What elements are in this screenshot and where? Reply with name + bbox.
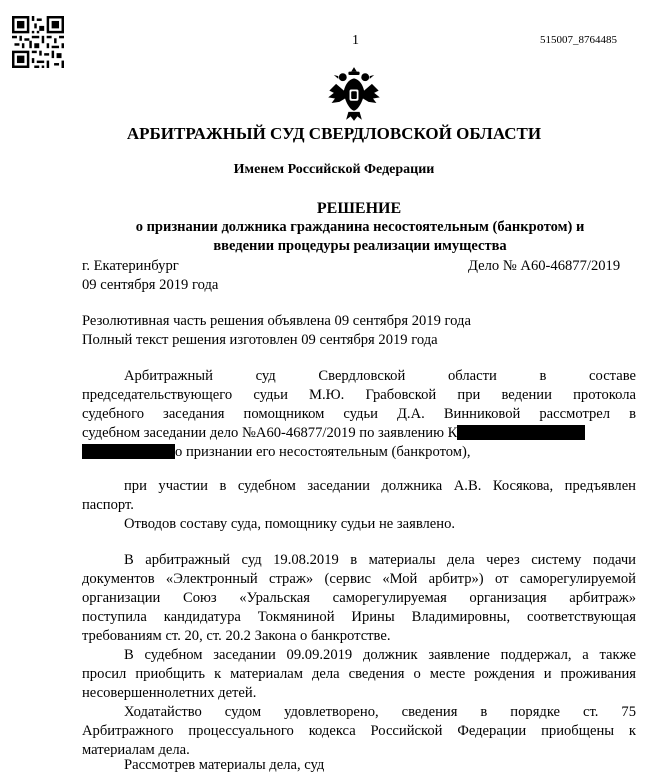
- case-number: Дело № А60-46877/2019: [468, 258, 621, 274]
- p3-line-1: Отводов составу суда, помощнику судьи не заявлено.: [124, 516, 456, 532]
- operative-part-announced: Резолютивная часть решения объявлена 09 сентября 2019 года: [82, 313, 471, 329]
- decision-subtitle-line-2: введении процедуры реализации имущества: [213, 238, 507, 254]
- redaction-bar: [457, 425, 585, 440]
- p4-line-5: требованиям ст. 20, ст. 20.2 Закона о банкротстве.: [82, 628, 391, 644]
- p2-line-1: при участии в судебном заседании должника А.В. Косякова, предъявлен: [124, 478, 636, 494]
- p1-line-4-text: судебном заседании дело №А60-46877/2019 по заявлению К: [82, 425, 458, 441]
- p4-line-1: В арбитражный суд 19.08.2019 в материалы дела через систему подачи: [124, 552, 636, 568]
- court-name: АРБИТРАЖНЫЙ СУД СВЕРДЛОВСКОЙ ОБЛАСТИ: [126, 124, 542, 143]
- decision-subtitle-line-1: о признании должника гражданина несостоятельным (банкротом) и: [135, 219, 585, 235]
- p5-line-3: несовершеннолетних детей.: [82, 685, 257, 701]
- p1-line-5: [82, 443, 471, 462]
- p7-line-1: Рассмотрев материалы дела, суд: [124, 757, 325, 773]
- qr-code: [12, 16, 64, 68]
- decision-date: 09 сентября 2019 года: [82, 277, 219, 293]
- p6-line-3: материалам дела.: [82, 742, 190, 758]
- decision-subtitle: [90, 218, 630, 256]
- decision-title: РЕШЕНИЕ: [316, 200, 402, 217]
- p1-line-1: Арбитражный суд Свердловской области в составе: [124, 368, 636, 384]
- p4-line-3: организации Союз «Уральская саморегулируемая организация арбитраж»: [82, 590, 636, 606]
- coat-of-arms-icon: [326, 66, 382, 122]
- p6-line-2: Арбитражного процессуального кодекса Российской Федерации приобщены к: [82, 723, 636, 739]
- p4-line-2: документов «Электронный страж» (сервис «Мой арбитр») от саморегулируемой: [82, 571, 636, 587]
- p5-line-1: В судебном заседании 09.09.2019 должник заявление поддержал, а также: [124, 647, 636, 663]
- full-text-made: Полный текст решения изготовлен 09 сентября 2019 года: [82, 332, 438, 348]
- p5-line-2: просил приобщить к материалам дела сведения о месте рождения и проживания: [82, 666, 636, 682]
- document-id: 515007_8764485: [540, 34, 617, 46]
- city: г. Екатеринбург: [82, 258, 179, 274]
- redaction-bar: [82, 444, 175, 459]
- p1-line-3: судебного заседания помощником судьи Д.А. Винниковой рассмотрел в: [82, 406, 636, 422]
- p6-line-1: Ходатайство судом удовлетворено, сведения в порядке ст. 75: [124, 704, 636, 720]
- p4-line-4: поступила кандидатура Токмяниной Ирины Владимировны, соответствующая: [82, 609, 636, 625]
- p2-line-2: паспорт.: [82, 497, 134, 513]
- p1-line-4: [82, 424, 585, 443]
- p1-line-5-text: о признании его несостоятельным (банкротом),: [175, 444, 471, 460]
- p1-line-2: председательствующего судьи М.Ю. Грабовской при ведении протокола: [82, 387, 636, 403]
- in-name-of-federation: Именем Российской Федерации: [233, 162, 435, 177]
- page-number: 1: [352, 33, 359, 48]
